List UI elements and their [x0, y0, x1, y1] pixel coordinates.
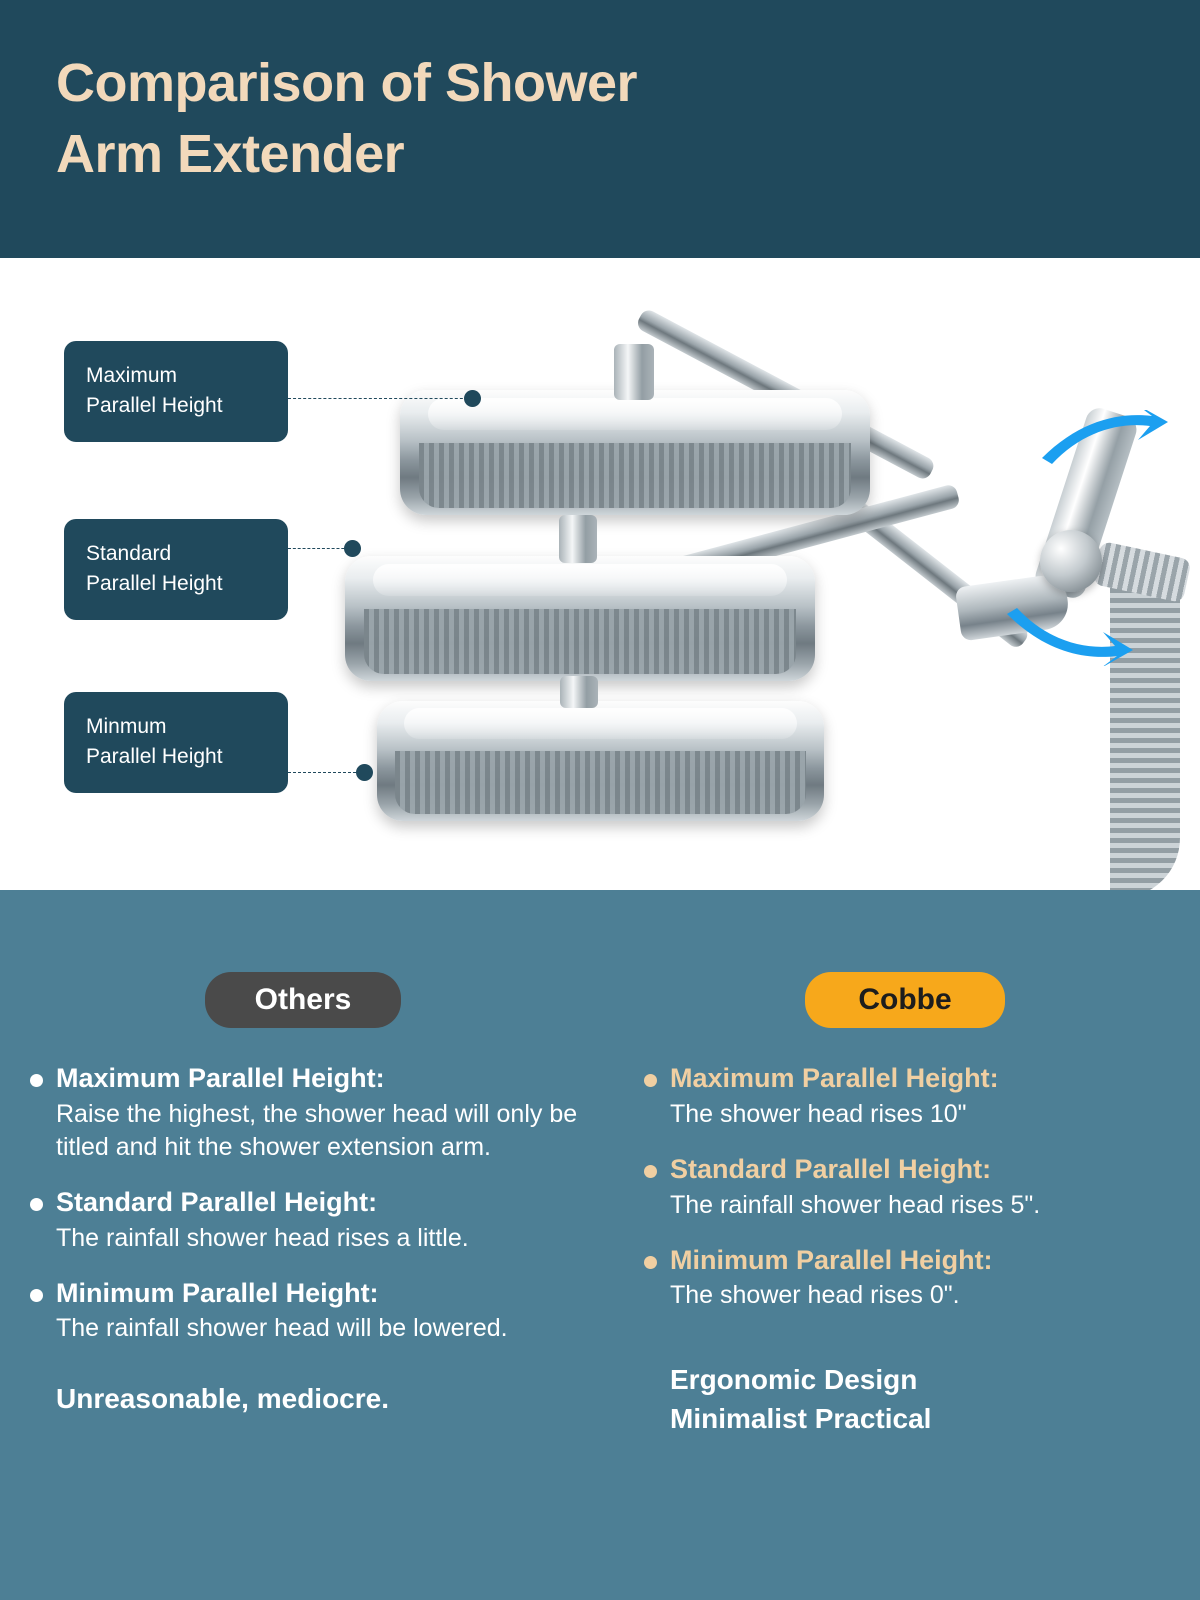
rotation-arrow-up-icon — [1040, 410, 1170, 470]
hose-connector — [1092, 541, 1191, 603]
list-item-desc: The rainfall shower head will be lowered. — [56, 1314, 508, 1343]
list-item-term: Standard Parallel Height: — [56, 1186, 378, 1217]
bullet-icon — [30, 1198, 43, 1211]
callout-line2: Parallel Height — [86, 745, 223, 769]
shower-head-highlight — [428, 398, 842, 431]
bullet-icon — [30, 1289, 43, 1302]
leader-line-minimum — [288, 772, 366, 773]
cobbe-tagline-line1: Ergonomic Design — [670, 1364, 918, 1396]
list-item — [640, 1153, 1170, 1222]
cobbe-tagline-line2: Minimalist Practical — [670, 1403, 932, 1435]
column-cobbe — [600, 890, 1200, 1600]
list-item-term: Minimum Parallel Height: — [670, 1244, 993, 1275]
page-title — [56, 48, 1144, 191]
list-item-term: Maximum Parallel Height: — [56, 1063, 385, 1093]
list-item — [26, 1277, 580, 1346]
list-item — [26, 1186, 580, 1255]
callout-standard-parallel-height — [64, 519, 288, 620]
bullet-icon — [30, 1074, 43, 1087]
page-title-line2: Arm Extender — [56, 124, 405, 185]
list-item-desc: The rainfall shower head rises a little. — [56, 1223, 469, 1252]
list-item-desc: The shower head rises 0". — [670, 1281, 960, 1310]
swivel-joint-upper — [614, 344, 654, 400]
bullet-icon — [644, 1165, 657, 1178]
badge-cobbe: Cobbe — [805, 972, 1005, 1028]
list-item — [640, 1244, 1170, 1313]
shower-head-highlight — [404, 708, 797, 739]
callout-line1: Standard — [86, 542, 172, 565]
swivel-joint-middle — [559, 515, 597, 563]
others-list — [26, 1062, 580, 1345]
shower-head-nozzle-face — [419, 443, 851, 508]
list-item-desc: The rainfall shower head rises 5". — [670, 1190, 1041, 1219]
shower-head-maximum — [400, 390, 870, 515]
list-item-term: Minimum Parallel Height: — [56, 1277, 379, 1308]
badge-others: Others — [205, 972, 401, 1028]
list-item — [640, 1062, 1170, 1131]
page-title-line1: Comparison of Shower — [56, 53, 638, 113]
pivot-hub — [1040, 530, 1102, 592]
column-others — [0, 890, 600, 1600]
list-item-desc: Raise the highest, the shower head will only be titled and hit the shower extension arm. — [56, 1099, 578, 1161]
shower-head-highlight — [373, 564, 787, 597]
comparison-section — [0, 890, 1200, 1600]
others-tagline: Unreasonable, mediocre. — [56, 1383, 390, 1415]
list-item-desc: The shower head rises 10" — [670, 1099, 967, 1128]
bullet-icon — [644, 1074, 657, 1087]
header-banner — [0, 0, 1200, 258]
shower-head-nozzle-face — [395, 751, 806, 813]
callout-minimum-parallel-height — [64, 692, 288, 793]
swivel-joint-lower — [560, 676, 598, 708]
cobbe-tagline — [640, 1360, 1170, 1438]
list-item — [26, 1062, 580, 1164]
leader-dot-minimum — [356, 764, 373, 781]
callout-maximum-parallel-height — [64, 341, 288, 442]
shower-head-nozzle-face — [364, 609, 796, 674]
cobbe-list — [640, 1062, 1170, 1312]
rotation-arrow-down-icon — [1005, 606, 1135, 666]
list-item-term: Maximum Parallel Height: — [670, 1063, 999, 1093]
callout-line2: Parallel Height — [86, 572, 223, 596]
callout-line2: Parallel Height — [86, 394, 223, 418]
list-item-term: Standard Parallel Height: — [670, 1153, 992, 1184]
product-diagram — [0, 258, 1200, 890]
callout-line1: Minmum — [86, 715, 167, 738]
shower-head-minimum — [377, 701, 824, 821]
leader-dot-maximum — [464, 390, 481, 407]
leader-dot-standard — [344, 540, 361, 557]
leader-line-maximum — [288, 398, 478, 399]
bullet-icon — [644, 1256, 657, 1269]
callout-line1: Maximum — [86, 364, 178, 387]
shower-head-standard — [345, 556, 815, 681]
